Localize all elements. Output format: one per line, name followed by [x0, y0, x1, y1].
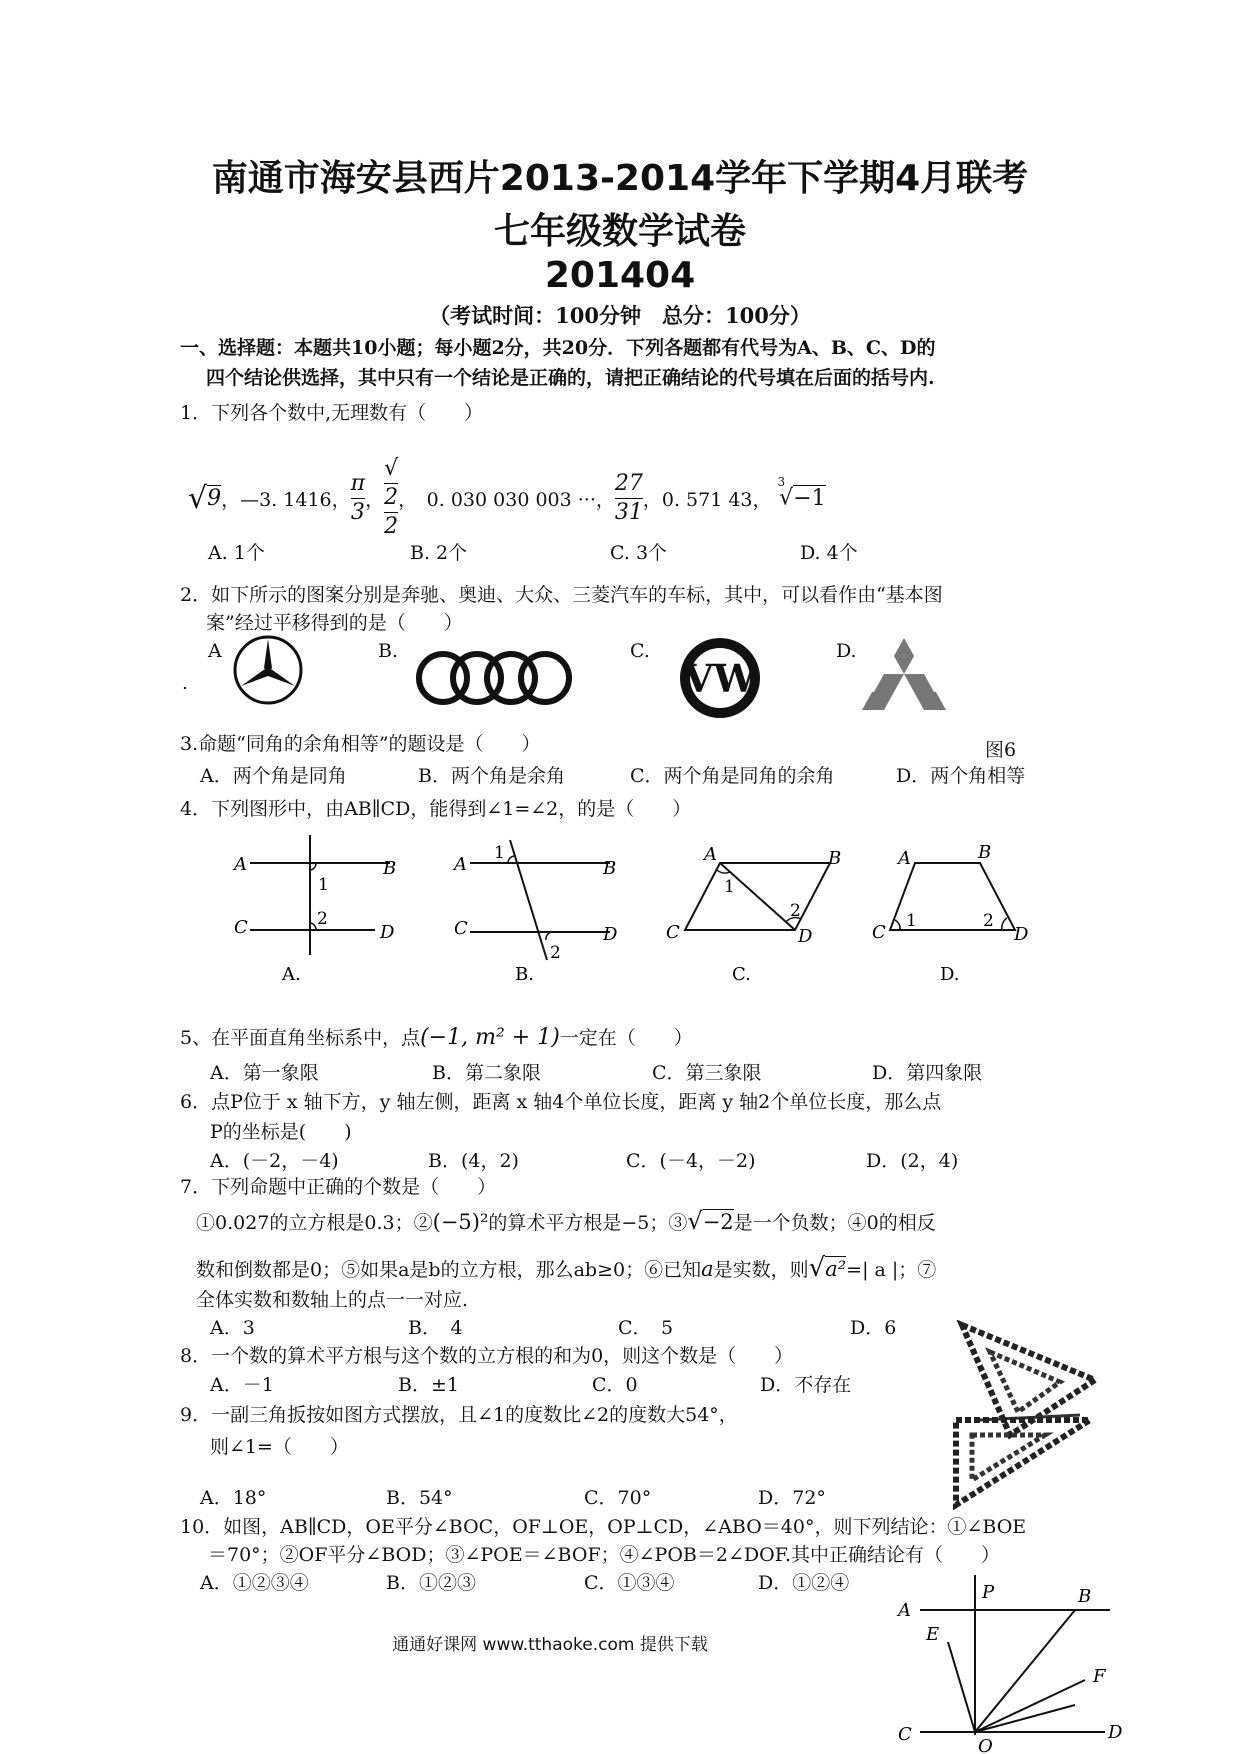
q5-option-c: C．第三象限: [652, 1062, 762, 1084]
fraction-pi: $\frac{\pi}{3}$: [350, 470, 366, 525]
svg-text:C.: C.: [732, 964, 751, 985]
q4-figure-d: [870, 830, 1070, 990]
svg-text:2: 2: [790, 901, 801, 921]
figure-6-label: 图6: [985, 739, 1017, 761]
q7-line-1: ①0.027的立方根是0.3；②(−5)²的算术平方根是−5；③√−2是一个负数；④0的相反: [196, 1207, 936, 1235]
svg-text:1: 1: [494, 843, 505, 863]
q7-option-a: A．3: [210, 1317, 255, 1339]
q8-option-c: C．0: [592, 1374, 638, 1396]
q4-figure-b: [440, 830, 640, 990]
q3-option-c: C．两个角是同角的余角: [630, 765, 835, 787]
cube-root-icon: √: [779, 485, 794, 511]
q3-stem: 3.命题“同角的余角相等”的题设是（ ）: [180, 733, 541, 755]
q9-triangle-rulers-figure: [950, 1320, 1100, 1510]
q8-option-a: A．－1: [210, 1374, 274, 1396]
q6-option-d: D．(2，4): [866, 1150, 959, 1172]
svg-text:D.: D.: [940, 964, 960, 985]
q2-label-d: D.: [836, 640, 857, 662]
q8-option-d: D．不存在: [760, 1374, 852, 1396]
q9-stem-1: 9．一副三角扳按如图方式摆放，且∠1的度数比∠2的度数大54°，: [180, 1404, 738, 1426]
q1-option-a: A. 1个: [208, 542, 265, 564]
q3-option-a: A．两个角是同角: [200, 765, 347, 787]
q7-stem: 7．下列命题中正确的个数是（ ）: [180, 1176, 497, 1198]
footer: 通通好课网 www.tthaoke.com 提供下载: [392, 1635, 708, 1655]
q1-stem: 1．下列各个数中,无理数有（ ）: [180, 402, 484, 424]
q10-figure: [890, 1570, 1130, 1754]
q10-stem-2: ＝70°；②OF平分∠BOD；③∠POE＝∠BOF；④∠POB＝2∠DOF.其中正确结论有（ ）: [208, 1544, 1000, 1566]
svg-text:A: A: [898, 1600, 911, 1621]
q1-option-d: D. 4个: [800, 542, 858, 564]
q10-stem-1: 10．如图，AB∥CD，OE平分∠BOC，OF⊥OE，OP⊥CD，∠ABO＝40°，则下列结论：①∠BOE: [180, 1516, 1027, 1538]
q2-label-b: B.: [378, 640, 399, 662]
q5-point: (−1, m² + 1): [420, 1025, 560, 1050]
svg-text:D: D: [1014, 924, 1029, 945]
q2-stem-1: 2．如下所示的图案分别是奔驰、奥迪、大众、三菱汽车的车标，其中，可以看作由“基本图: [180, 584, 943, 606]
svg-text:O: O: [978, 1736, 993, 1754]
svg-text:2: 2: [317, 909, 328, 929]
svg-text:2: 2: [983, 911, 994, 931]
q9-stem-2: 则∠1=（ ）: [210, 1436, 349, 1458]
q9-option-c: C．70°: [584, 1487, 652, 1509]
q5-option-d: D．第四象限: [872, 1062, 983, 1084]
q1-option-b: B. 2个: [410, 542, 468, 564]
q2-label-a: A: [208, 640, 222, 662]
sqrt-icon: √: [687, 1207, 703, 1235]
svg-text:A: A: [898, 848, 911, 869]
q10-option-b: B．①②③: [386, 1572, 476, 1594]
svg-text:D: D: [1108, 1722, 1123, 1743]
svg-text:B.: B.: [515, 964, 534, 985]
svg-text:B: B: [828, 848, 842, 869]
svg-text:A: A: [704, 844, 717, 865]
svg-text:1: 1: [906, 911, 917, 931]
svg-text:D: D: [798, 926, 813, 947]
q10-option-a: A．①②③④: [200, 1572, 309, 1594]
sqrt-icon: √: [808, 1253, 826, 1283]
svg-text:C: C: [666, 922, 680, 943]
section-heading-2: 四个结论供选择，其中只有一个结论是正确的，请把正确结论的代号填在后面的括号内.: [206, 367, 935, 389]
svg-text:D: D: [603, 924, 618, 945]
q4-figure-a: [220, 830, 420, 990]
svg-text:1: 1: [724, 877, 735, 897]
svg-text:B: B: [603, 858, 617, 879]
q9-option-d: D．72°: [758, 1487, 826, 1509]
q10-option-d: D．①②④: [758, 1572, 850, 1594]
q1-option-c: C. 3个: [610, 542, 668, 564]
svg-text:P: P: [982, 1582, 995, 1603]
svg-text:E: E: [926, 1624, 940, 1645]
svg-text:A: A: [454, 854, 467, 875]
q6-stem-1: 6．点P位于 x 轴下方，y 轴左侧，距离 x 轴4个单位长度，距离 y 轴2个单位长度，那么点: [180, 1091, 942, 1113]
q10-option-c: C．①③④: [584, 1572, 675, 1594]
q6-option-a: A．(－2，－4): [210, 1150, 339, 1172]
svg-text:B: B: [383, 858, 397, 879]
svg-text:C: C: [454, 918, 468, 939]
volkswagen-logo-icon: [678, 636, 762, 720]
q5-stem: 5、在平面直角坐标系中，点(−1, m² + 1)一定在（ ）: [180, 1025, 693, 1050]
fraction-sqrt2: √ 2 2: [384, 456, 399, 539]
q6-stem-2: P的坐标是( ): [210, 1121, 352, 1143]
exam-info: （考试时间：100分钟 总分：100分）: [429, 303, 811, 328]
svg-text:1: 1: [318, 875, 329, 895]
q2-label-c: C.: [630, 640, 650, 662]
q2-stem-2: 案”经过平移得到的是（ ）: [206, 612, 463, 634]
q8-option-b: B．±1: [398, 1374, 459, 1396]
q3-option-d: D．两个角相等: [896, 765, 1026, 787]
q4-stem: 4．下列图形中，由AB∥CD，能得到∠1=∠2，的是（ ）: [180, 798, 692, 820]
q2-dot: .: [182, 672, 189, 694]
q5-option-b: B．第二象限: [432, 1062, 541, 1084]
svg-text:A.: A.: [282, 964, 301, 985]
q5-option-a: A．第一象限: [210, 1062, 319, 1084]
q7-option-d: D．6: [850, 1317, 897, 1339]
fraction-27-31: $\frac{27}{31}$: [614, 470, 643, 525]
svg-text:A: A: [234, 854, 247, 875]
svg-text:C: C: [872, 922, 886, 943]
q7-option-b: B． 4: [408, 1317, 463, 1339]
svg-text:D: D: [380, 922, 395, 943]
q8-stem: 8．一个数的算术平方根与这个数的立方根的和为0，则这个数是（ ）: [180, 1345, 794, 1367]
mitsubishi-logo-icon: [862, 636, 946, 712]
q1-numbers: √ 9 ，—3. 1416， $\frac{\pi}{3}$ ， √ 2 2 ， 0. 030 030 003 ···， $\frac{27}{31}$ ，0. 571 43， $^3$√−1: [188, 456, 826, 539]
q7-line-3: 全体实数和数轴上的点一一对应.: [196, 1289, 469, 1311]
q6-option-b: B．(4，2): [428, 1150, 519, 1172]
audi-logo-icon: [415, 640, 575, 720]
title-line-2: 七年级数学试卷: [493, 211, 746, 252]
q3-option-b: B．两个角是余角: [418, 765, 565, 787]
sqrt-icon: √: [188, 480, 208, 516]
title-line-3: 201404: [544, 255, 696, 296]
q7-line-2: 数和倒数都是0；⑤如果a是b的立方根，那么ab≥0；⑥已知a是实数，则√a²=| a |；⑦: [196, 1253, 937, 1283]
section-heading-1: 一、选择题：本题共10小题；每小题2分，共20分．下列各题都有代号为A、B、C、D的: [180, 337, 936, 359]
svg-text:C: C: [898, 1724, 912, 1745]
svg-text:2: 2: [550, 943, 561, 963]
q4-figure-c: [660, 830, 860, 990]
svg-text:B: B: [1078, 1586, 1092, 1607]
mercedes-logo-icon: [228, 630, 308, 710]
q9-option-a: A．18°: [200, 1487, 267, 1509]
svg-text:C: C: [234, 917, 248, 938]
svg-text:F: F: [1093, 1666, 1106, 1687]
svg-text:VW: VW: [683, 656, 757, 701]
q7-option-c: C． 5: [618, 1317, 674, 1339]
q6-option-c: C．(－4，－2): [626, 1150, 756, 1172]
svg-text:B: B: [978, 842, 992, 863]
q9-option-b: B．54°: [386, 1487, 453, 1509]
title-line-1: 南通市海安县西片2013-2014学年下学期4月联考: [211, 158, 1029, 199]
